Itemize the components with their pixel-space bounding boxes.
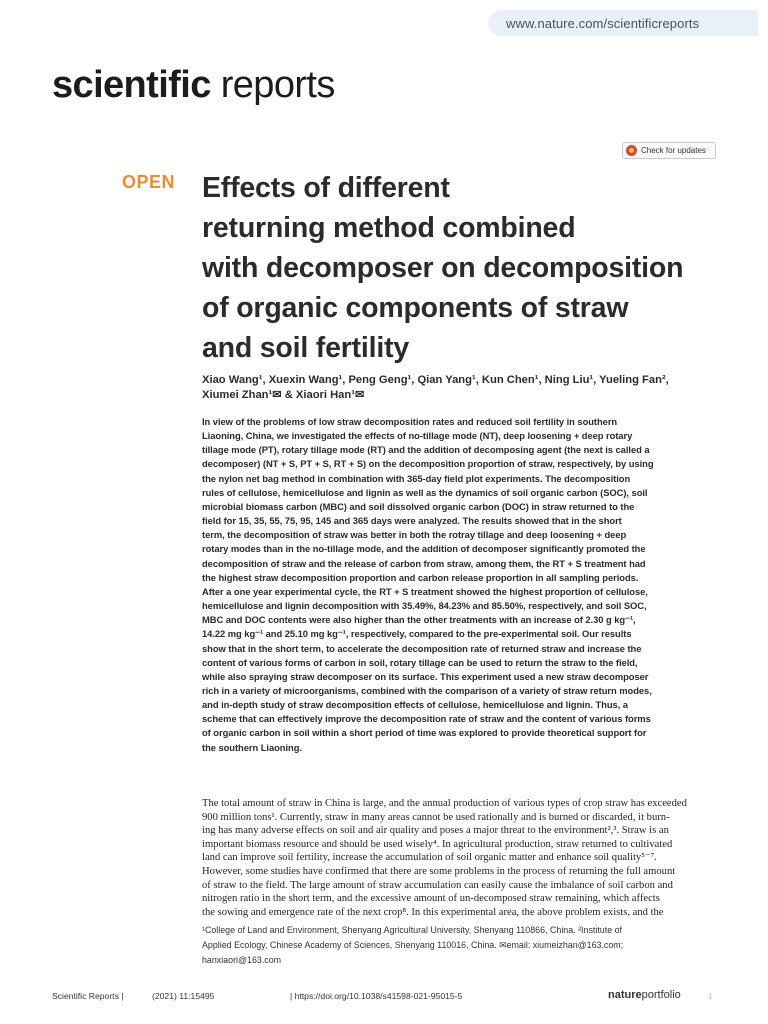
nature-portfolio-logo (608, 989, 681, 1001)
body-line: important biomass resource and should be used wisely⁴. In agricultural production, straw returned to cultivated (202, 838, 673, 850)
page-number: 1 (708, 992, 713, 1001)
abstract-line: After a one year experimental cycle, the RT + S treatment showed the highest proportion of cellulose, (202, 585, 648, 597)
introduction-text (202, 797, 716, 919)
title-line: with decomposer on decomposition (202, 252, 684, 284)
journal-logo-word-1: scientific (52, 64, 211, 106)
author-line: Xiumei Zhan¹✉ & Xiaori Han¹✉ (202, 389, 365, 401)
body-line: the sowing and emergence rate of the next crop⁸. In this experimental area, the above problem exists, and the (202, 906, 664, 918)
abstract-line: tillage mode (PT), rotary tillage mode (RT) and the addition of decomposing agent (the next is called a (202, 444, 650, 456)
body-line: of straw to the field. The large amount of straw accumulation can easily cause the imbalance of soil carbon and (202, 879, 673, 891)
title-line: and soil fertility (202, 332, 410, 364)
body-line: nitrogen ratio in the short term, and the excessive amount of un-decomposed straw remaining, which affects (202, 893, 660, 905)
abstract-line: Liaoning, China, we investigated the effects of no-tillage mode (NT), deep loosening + deep rotary (202, 430, 633, 442)
abstract-line: content of various forms of carbon in soil, rotary tillage can be used to return the straw to the field, (202, 656, 638, 668)
title-line: of organic components of straw (202, 292, 629, 324)
title-line: returning method combined (202, 212, 576, 244)
abstract-line: the nylon net bag method in combination with 365-day field plot experiments. The decomposition (202, 472, 631, 484)
footer-doi-link[interactable]: | https://doi.org/10.1038/s41598-021-95015-5 (290, 991, 463, 1001)
title-line: Effects of different (202, 172, 450, 204)
abstract-line: scheme that can effectively improve the decomposition rate of straw and the content of various forms (202, 713, 651, 725)
journal-logo (52, 64, 335, 107)
abstract-line: show that in the short term, to accelerate the decomposition rate of returned straw and increase the (202, 642, 642, 654)
abstract-line: field for 15, 35, 55, 75, 95, 145 and 365 days were analyzed. The results showed that in the short (202, 515, 622, 527)
footer-journal: Scientific Reports | (52, 991, 124, 1001)
abstract-line: and in-depth study of straw decomposition effects of cellulose, hemicellulose and lignin. Thus, a (202, 699, 628, 711)
abstract-line: microbial biomass carbon (MBC) and soil dissolved organic carbon (DOC) in straw returned to the (202, 500, 635, 512)
check-for-updates-button[interactable] (622, 142, 716, 159)
affiliation-line[interactable]: Applied Ecology, Chinese Academy of Sciences, Shenyang 110016, China. ✉email: xiumeizhan@163.com; (202, 940, 624, 950)
author-line: Xiao Wang¹, Xuexin Wang¹, Peng Geng¹, Qian Yang¹, Kun Chen¹, Ning Liu¹, Yueling Fan², (202, 374, 669, 386)
body-line: The total amount of straw in China is large, and the annual production of various types of crop straw has exceeded (202, 798, 687, 809)
body-line: land can improve soil fertility, increase the accumulation of soil organic matter and enhance soil quality⁵⁻⁷. (202, 852, 657, 864)
open-access-label: OPEN (122, 172, 176, 192)
abstract (202, 415, 714, 755)
affiliations (202, 923, 716, 968)
abstract-line: rules of cellulose, hemicellulose and lignin as well as the dynamics of soil organic carbon (SOC), soil (202, 486, 648, 498)
check-for-updates-label: Check for updates (641, 146, 706, 155)
journal-url[interactable] (488, 10, 758, 36)
article-title (202, 168, 742, 368)
abstract-line: of organic carbon in soil within a short period of time was explored to provide theoretical support for (202, 727, 647, 739)
brand-light: portfolio (641, 989, 681, 1001)
body-line: ing has many adverse effects on soil and air quality and poses a major threat to the environment²,³. Straw is an (202, 825, 669, 837)
abstract-line: decomposition of straw and the release of carbon from straw, among them, the RT + S treatment had (202, 557, 646, 569)
abstract-line: rotary modes than in the no-tillage mode, and the addition of decomposer significantly promoted the (202, 543, 646, 555)
footer-volume: (2021) 11:15495 (152, 991, 215, 1001)
body-line: 900 million tons¹. Currently, straw in many areas cannot be used rationally and is burned or discarded, it burn- (202, 811, 670, 823)
abstract-line: rich in a variety of microorganisms, combined with the comparison of a variety of straw return modes, (202, 684, 652, 696)
brand-bold: nature (608, 989, 642, 1001)
journal-logo-word-2: reports (210, 64, 335, 106)
abstract-line: 14.22 mg kg⁻¹ and 25.10 mg kg⁻¹, respectively, compared to the pre-experimental soil. Our results (202, 628, 632, 640)
abstract-line: hemicellulose and lignin decomposition with 35.49%, 84.23% and 85.50%, respectively, and soil SOC, (202, 600, 647, 612)
abstract-line: while also spraying straw decomposer on its surface. This experiment used a new straw decomposer (202, 670, 649, 682)
abstract-line: decomposer) (NT + S, PT + S, RT + S) on the decomposition proportion of straw, respectively, by using (202, 458, 654, 470)
abstract-line: the southern Liaoning. (202, 741, 302, 753)
abstract-line: In view of the problems of low straw decomposition rates and reduced soil fertility in southern (202, 416, 618, 427)
crossmark-icon (626, 145, 637, 156)
author-list (202, 373, 722, 403)
journal-url-text[interactable]: www.nature.com/scientificreports (506, 15, 700, 31)
affiliation-line: ¹College of Land and Environment, Shenyang Agricultural University, Shenyang 110866, China. ²Institute of (202, 925, 623, 935)
abstract-line: term, the decomposition of straw was better in both the rotray tillage and deep loosening + deep (202, 529, 627, 541)
affiliation-line[interactable]: hanxiaori@163.com (202, 955, 282, 965)
page-footer (52, 991, 718, 1005)
abstract-line: the highest straw decomposition proportion and carbon release proportion in all sampling periods. (202, 571, 639, 583)
body-line: However, some studies have confirmed that there are some problems in the process of returning the full amount (202, 865, 676, 877)
abstract-line: MBC and DOC contents were also higher than the other treatments with an increase of 2.30 g kg⁻¹, (202, 614, 636, 626)
